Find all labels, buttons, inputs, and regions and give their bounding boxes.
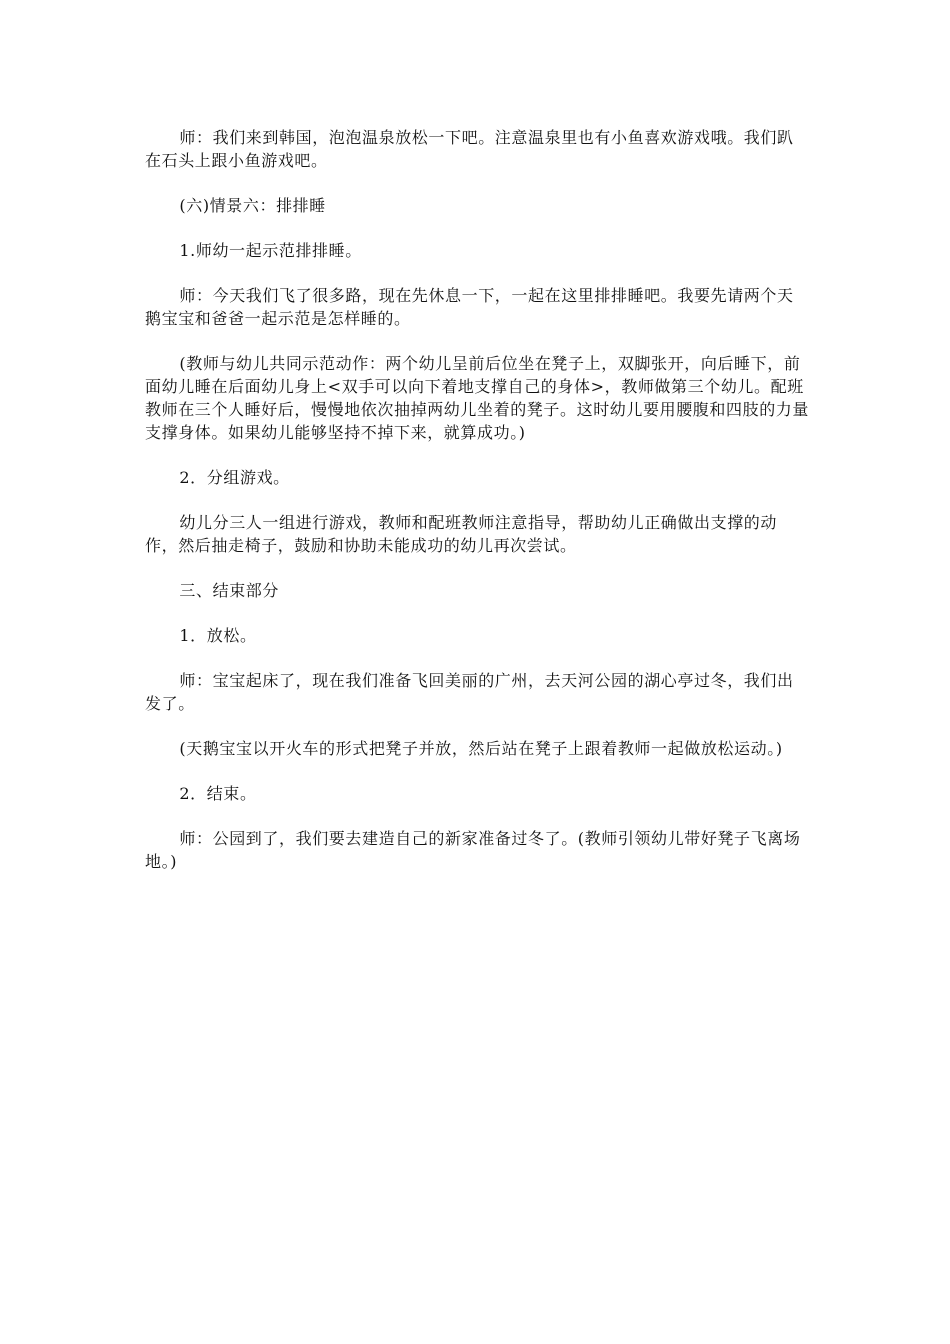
step-heading-demo: 1.师幼一起示范排排睡。 [179, 241, 362, 260]
paragraph-dialogue-park: 师：公园到了，我们要去建造自己的新家准备过冬了。(教师引领幼儿带好凳子飞离场地。) [145, 829, 801, 871]
step-heading-end: 2．结束。 [179, 784, 257, 803]
section-heading-scene-six: (六)情景六：排排睡 [179, 196, 326, 215]
section-heading-ending: 三、结束部分 [179, 581, 279, 600]
step-heading-relax: 1．放松。 [179, 626, 257, 645]
paragraph-dialogue-korea: 师：我们来到韩国，泡泡温泉放松一下吧。注意温泉里也有小鱼喜欢游戏哦。我们趴在石头上跟小鱼游戏吧。 [145, 128, 794, 170]
paragraph-dialogue-guangzhou: 师：宝宝起床了，现在我们准备飞回美丽的广州，去天河公园的湖心亭过冬，我们出发了。 [145, 671, 794, 713]
paragraph-demo-instructions: (教师与幼儿共同示范动作：两个幼儿呈前后位坐在凳子上，双脚张开，向后睡下，前面幼儿睡在后面幼儿身上<双手可以向下着地支撑自己的身体>，教师做第三个幼儿。配班教师在三个人睡好后，慢慢地依次抽掉两幼儿坐着的凳子。这时幼儿要用腰腹和四肢的力量支撑身体。如果幼儿能够坚持不掉下来，就算成功。) [145, 354, 810, 442]
paragraph-group-game: 幼儿分三人一组进行游戏，教师和配班教师注意指导，帮助幼儿正确做出支撑的动作，然后抽走椅子，鼓励和协助未能成功的幼儿再次尝试。 [145, 513, 777, 555]
paragraph-relax-instructions: (天鹅宝宝以开火车的形式把凳子并放，然后站在凳子上跟着教师一起做放松运动。) [179, 739, 783, 758]
step-heading-group-game: 2．分组游戏。 [179, 468, 290, 487]
document-body [145, 126, 810, 895]
paragraph-dialogue-rest: 师：今天我们飞了很多路，现在先休息一下，一起在这里排排睡吧。我要先请两个天鹅宝宝和爸爸一起示范是怎样睡的。 [145, 286, 794, 328]
